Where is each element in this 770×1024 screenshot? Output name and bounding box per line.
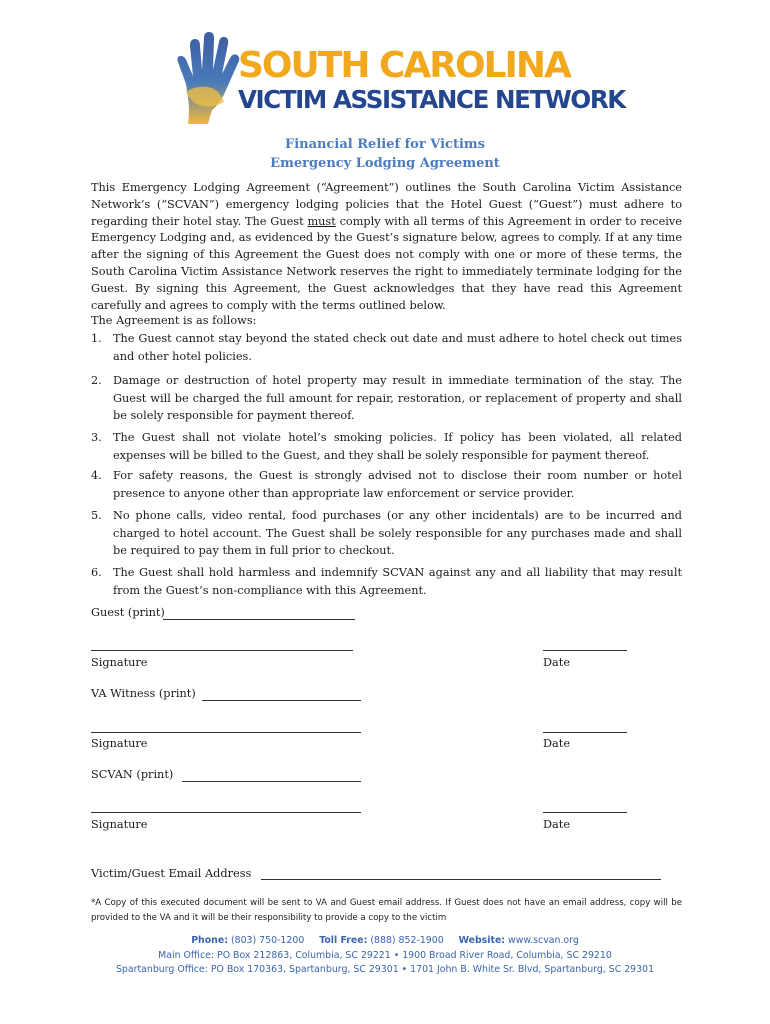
website-label: Website:: [458, 935, 506, 946]
va-witness-print-line[interactable]: [202, 700, 361, 701]
email-line[interactable]: [261, 879, 661, 880]
logo-subtitle: VICTIM ASSISTANCE NETWORK: [238, 85, 625, 114]
term-text: No phone calls, video rental, food purchases (or any other incidentals) are to be incurred and charged to hotel account. The Guest shall be solely responsible for any purchases made and shall be required to pay them in full prior to checkout.: [113, 509, 682, 557]
scvan-date-line[interactable]: [543, 812, 627, 813]
term-number: 1.: [91, 332, 102, 345]
scvan-signature-label: Signature: [91, 818, 148, 831]
contact-line: [0, 935, 770, 946]
va-date-label: Date: [543, 737, 571, 750]
tollfree-label: Toll Free:: [319, 935, 368, 946]
agreement-follows-label: The Agreement is as follows:: [91, 314, 257, 327]
phone-label: Phone:: [191, 935, 228, 946]
scvan-signature-line[interactable]: [91, 812, 361, 813]
scvan-date-label: Date: [543, 818, 571, 831]
intro-emphasis: must: [307, 214, 336, 228]
guest-date-label: Date: [543, 656, 571, 669]
term-text: For safety reasons, the Guest is strongly advised not to disclose their room number or hotel presence to anyone other than appropriate law enforcement or service provider.: [113, 469, 682, 500]
term-text: The Guest shall not violate hotel’s smoking policies. If policy has been violated, all related expenses will be billed to the Guest, and they shall be solely responsible for payment thereof.: [113, 431, 682, 462]
term-number: 5.: [91, 509, 102, 522]
hand-logo-icon: [168, 32, 248, 126]
term-number: 3.: [91, 431, 102, 444]
intro-text-part1: This Emergency Lodging Agreement (“Agreement”) outlines the South Carolina Victim Assistance Network’s (“SCVAN”) emergency lodging policies that the Hotel Guest (“Guest”) must adhere to regarding their hotel stay. The Guest: [91, 181, 682, 228]
intro-text-part2: comply with all terms of this Agreement in order to receive Emergency Lodging and, as evidenced by the Guest’s signature below, agrees to comply. If at any time after the signing of this Agreement the Guest does not comply with one or more of these terms, the South Carolina Victim Assistance Network reserves the right to immediately terminate lodging for the Guest. By signing this Agreement, the Guest acknowledges that they have read this Agreement carefully and agrees to comply with the terms outlined below.: [91, 214, 682, 312]
term-text: The Guest shall hold harmless and indemnify SCVAN against any and all liability that may result from the Guest’s non-compliance with this Agreement.: [113, 566, 682, 597]
phone-number: (803) 750-1200: [230, 935, 305, 946]
guest-signature-label: Signature: [91, 656, 148, 669]
guest-print-label: Guest (print): [91, 606, 165, 619]
scvan-print-label: SCVAN (print): [91, 768, 174, 781]
tollfree-number: (888) 852-1900: [370, 935, 444, 946]
term-number: 4.: [91, 469, 102, 482]
website-link[interactable]: www.scvan.org: [508, 935, 579, 946]
main-office-address: Main Office: PO Box 212863, Columbia, SC 29221 • 1900 Broad River Road, Columbia, SC 29210: [158, 950, 612, 961]
term-number: 6.: [91, 566, 102, 579]
guest-date-line[interactable]: [543, 650, 627, 651]
term-number: 2.: [91, 374, 102, 387]
va-signature-label: Signature: [91, 737, 148, 750]
va-witness-print-label: VA Witness (print): [91, 687, 196, 700]
document-title: Financial Relief for Victims: [285, 137, 485, 152]
term-text: The Guest cannot stay beyond the stated check out date and must adhere to hotel check out times and other hotel policies.: [113, 332, 682, 363]
intro-paragraph: [91, 180, 682, 314]
guest-print-line[interactable]: [163, 619, 355, 620]
va-date-line[interactable]: [543, 732, 627, 733]
guest-signature-line[interactable]: [91, 650, 353, 651]
spartanburg-office-address: Spartanburg Office: PO Box 170363, Spartanburg, SC 29301 • 1701 John B. White Sr. Blvd, Spartanburg, SC 29301: [115, 964, 655, 975]
copy-footnote: *A Copy of this executed document will be sent to VA and Guest email address. If Guest does not have an email address, copy will be provided to the VA and it will be their responsibility to provide a copy to the victim: [91, 898, 682, 923]
scvan-print-line[interactable]: [182, 781, 361, 782]
document-subtitle: Emergency Lodging Agreement: [270, 156, 500, 171]
email-label: Victim/Guest Email Address: [91, 867, 252, 880]
scvan-logo: [160, 26, 625, 126]
term-text: Damage or destruction of hotel property may result in immediate termination of the stay. The Guest will be charged the full amount for repair, restoration, or replacement of property and shall be solely responsible for payment thereof.: [113, 374, 682, 422]
va-signature-line[interactable]: [91, 732, 361, 733]
logo-title: SOUTH CAROLINA: [238, 45, 570, 86]
